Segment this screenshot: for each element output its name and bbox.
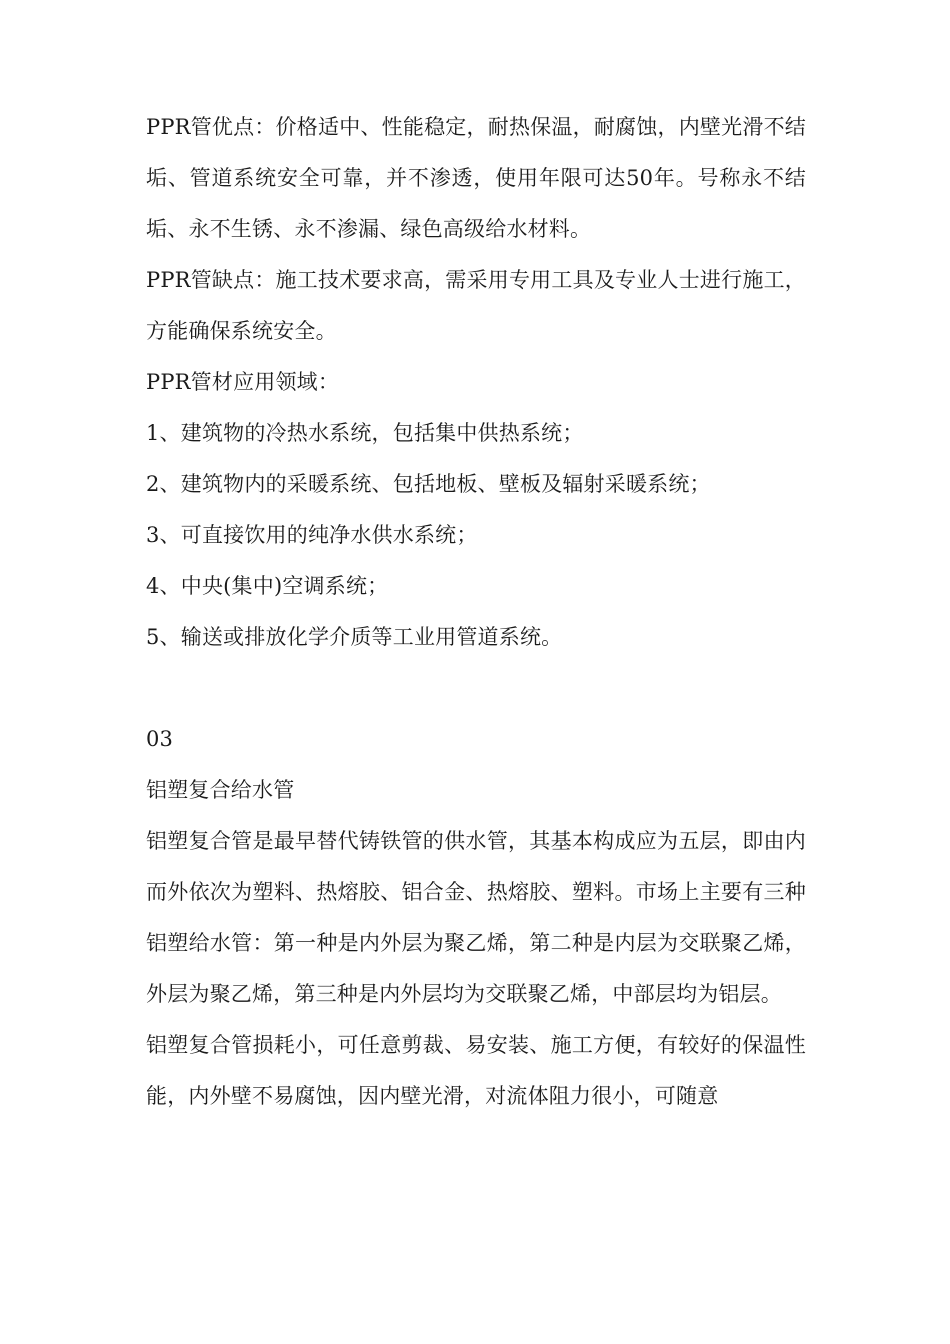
section-title: 铝塑复合给水管	[146, 778, 295, 802]
blank-line	[146, 663, 806, 714]
ppr-application-item: 3、可直接饮用的纯净水供水系统；	[146, 523, 478, 547]
ppr-application-item: 5、输送或排放化学介质等工业用管道系统。	[146, 625, 563, 649]
ppr-disadvantages-paragraph: PPR管缺点：施工技术要求高，需采用专用工具及专业人士进行施工，方能确保系统安全。	[146, 268, 806, 343]
ppr-application-item: 4、中央(集中)空调系统；	[146, 574, 389, 598]
section-number: 03	[146, 727, 174, 751]
ppr-advantages-paragraph: PPR管优点：价格适中、性能稳定，耐热保温，耐腐蚀，内壁光滑不结垢、管道系统安全可靠，并不渗透，使用年限可达50年。号称永不结垢、永不生锈、永不渗漏、绿色高级给水材料。	[146, 115, 806, 241]
ppr-application-item: 2、建筑物内的采暖系统、包括地板、壁板及辐射采暖系统；	[146, 472, 711, 496]
ppr-application-item: 1、建筑物的冷热水系统，包括集中供热系统；	[146, 421, 584, 445]
document-body	[146, 102, 806, 1122]
ppr-application-heading: PPR管材应用领域：	[146, 370, 340, 394]
aluminum-plastic-structure-paragraph: 铝塑复合管是最早替代铸铁管的供水管，其基本构成应为五层，即由内而外依次为塑料、热熔胶、铝合金、热熔胶、塑料。市场上主要有三种铝塑给水管：第一种是内外层为聚乙烯，第二种是内层为交联聚乙烯，外层为聚乙烯，第三种是内外层均为交联聚乙烯，中部层均为铝层。	[146, 829, 806, 1006]
aluminum-plastic-properties-paragraph: 铝塑复合管损耗小，可任意剪裁、易安装、施工方便，有较好的保温性能，内外壁不易腐蚀，因内壁光滑，对流体阻力很小，可随意	[146, 1033, 806, 1108]
